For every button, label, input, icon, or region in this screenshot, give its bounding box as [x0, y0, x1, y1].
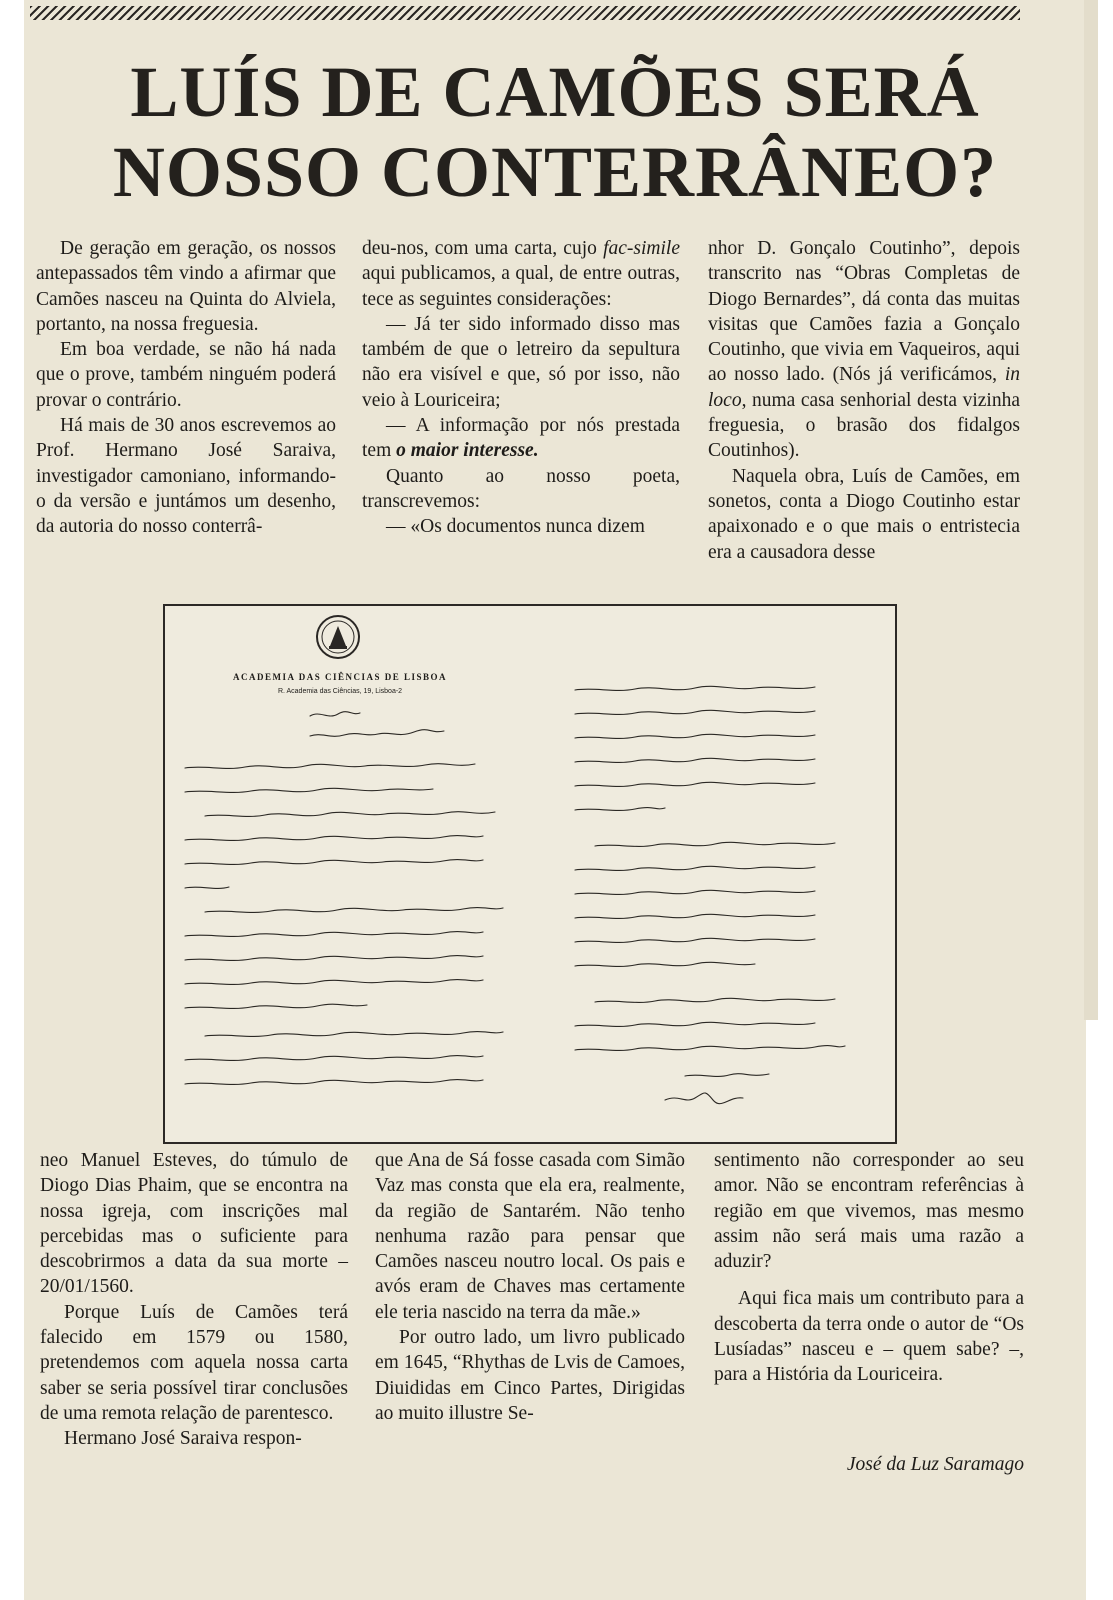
author-signature: José da Luz Saramago — [846, 1454, 1024, 1475]
article-column-4 — [40, 1148, 348, 1452]
paragraph: Quanto ao nosso poeta, transcrevemos: — [362, 465, 680, 512]
paragraph: Há mais de 30 anos escrevemos ao Prof. Hermano José Saraiva, investigador camoniano, informando-o da versão e juntámos um desenho, da autoria do nosso conterrâ- — [36, 415, 336, 538]
paragraph: Porque Luís de Camões terá falecido em 1579 ou 1580, pretendemos com aquela nossa carta saber se seria possível tirar conclusões de uma remota relação de parentesco. — [40, 1301, 348, 1424]
quote-paragraph — [362, 413, 680, 464]
facsimile-letter — [163, 604, 897, 1144]
letterhead-address: R. Academia das Ciências, 19, Lisboa-2 — [277, 688, 403, 695]
headline-line-2: NOSSO CONTERRÂNEO? — [112, 132, 998, 212]
paragraph: sentimento não corresponder ao seu amor. Não se encontram referências à região em que vivemos, mas mesmo assim não será mais uma razão a aduzir? — [714, 1150, 1024, 1273]
paragraph: De geração em geração, os nossos antepassados têm vindo a afirmar que Camões nasceu na Quinta do Alviela, portanto, na nossa freguesia. — [36, 238, 336, 335]
paragraph: Naquela obra, Luís de Camões, em sonetos, conta a Diogo Coutinho estar apaixonado e o que mais o entristecia era a causadora desse — [708, 465, 1020, 563]
quote-paragraph: — Já ter sido informado disso mas também de que o letreiro da sepultura não era visível e que, só por isso, não veio à Louriceira; — [362, 313, 680, 411]
paragraph: Aqui fica mais um contributo para a descoberta da terra onde o autor de “Os Lusíadas” nasceu e – quem sabe? –, para a História da Louriceira. — [714, 1288, 1024, 1386]
paragraph: Hermano José Saraiva respon- — [64, 1428, 302, 1450]
letterhead-institution: ACADEMIA DAS CIÊNCIAS DE LISBOA — [232, 672, 448, 682]
emphasis: fac-simile — [603, 238, 680, 259]
paragraph: Em boa verdade, se não há nada que o prove, também ninguém poderá provar o contrário. — [36, 339, 336, 411]
text-run: nhor D. Gonçalo Coutinho”, depois transcrito nas “Obras Completas de Diogo Bernardes”, dá conta das muitas visitas que Camões fazia a Gonçalo Coutinho, que vivia em Vaqueiros, aqui ao nosso lado. (Nós já verificámos, — [708, 238, 1020, 386]
text-run: — A informação por nós prestada tem — [362, 415, 680, 462]
handwritten-letter-image — [165, 606, 895, 1142]
text-run: aqui publicamos, a qual, de entre outras, tece as seguintes considerações: — [362, 263, 680, 310]
article-column-1 — [36, 236, 336, 540]
headline — [30, 52, 1080, 212]
emphasis: in loco — [708, 364, 1020, 411]
folded-page-edge — [1084, 0, 1098, 1020]
quote-paragraph: — «Os documentos nunca dizem — [386, 516, 645, 538]
article-column-6 — [714, 1148, 1024, 1388]
paragraph: neo Manuel Esteves, do túmulo de Diogo Dias Phaim, que se encontra na nossa igreja, com inscrições mal percebidas mas o suficiente para descobrirmos a data da sua morte – 20/01/1560. — [40, 1150, 348, 1298]
top-hatched-rule — [30, 6, 1020, 20]
emphasis: o maior interesse. — [396, 440, 539, 462]
paragraph — [362, 236, 680, 312]
paragraph — [708, 236, 1020, 464]
article-column-3 — [708, 236, 1020, 565]
article-column-5 — [375, 1148, 685, 1426]
headline-line-1: LUÍS DE CAMÕES SERÁ — [130, 52, 980, 132]
paragraph: que Ana de Sá fosse casada com Simão Vaz mas consta que ela era, realmente, da região de Santarém. Não tenho nenhuma razão para pensar que Camões nasceu noutro local. Os pais e avós eram de Chaves mas certamente ele teria nascido na terra da mãe.» — [375, 1150, 685, 1323]
text-run: deu-nos, com uma carta, cujo — [362, 238, 604, 259]
article-column-2 — [362, 236, 680, 540]
paragraph: Por outro lado, um livro publicado em 1645, “Rhythas de Lvis de Camoes, Diuididas em Cinco Partes, Dirigidas ao muito illustre Se- — [375, 1327, 685, 1424]
text-run: , numa casa senhorial desta vizinha freguesia, o brasão dos fidalgos Coutinhos). — [708, 389, 1020, 462]
